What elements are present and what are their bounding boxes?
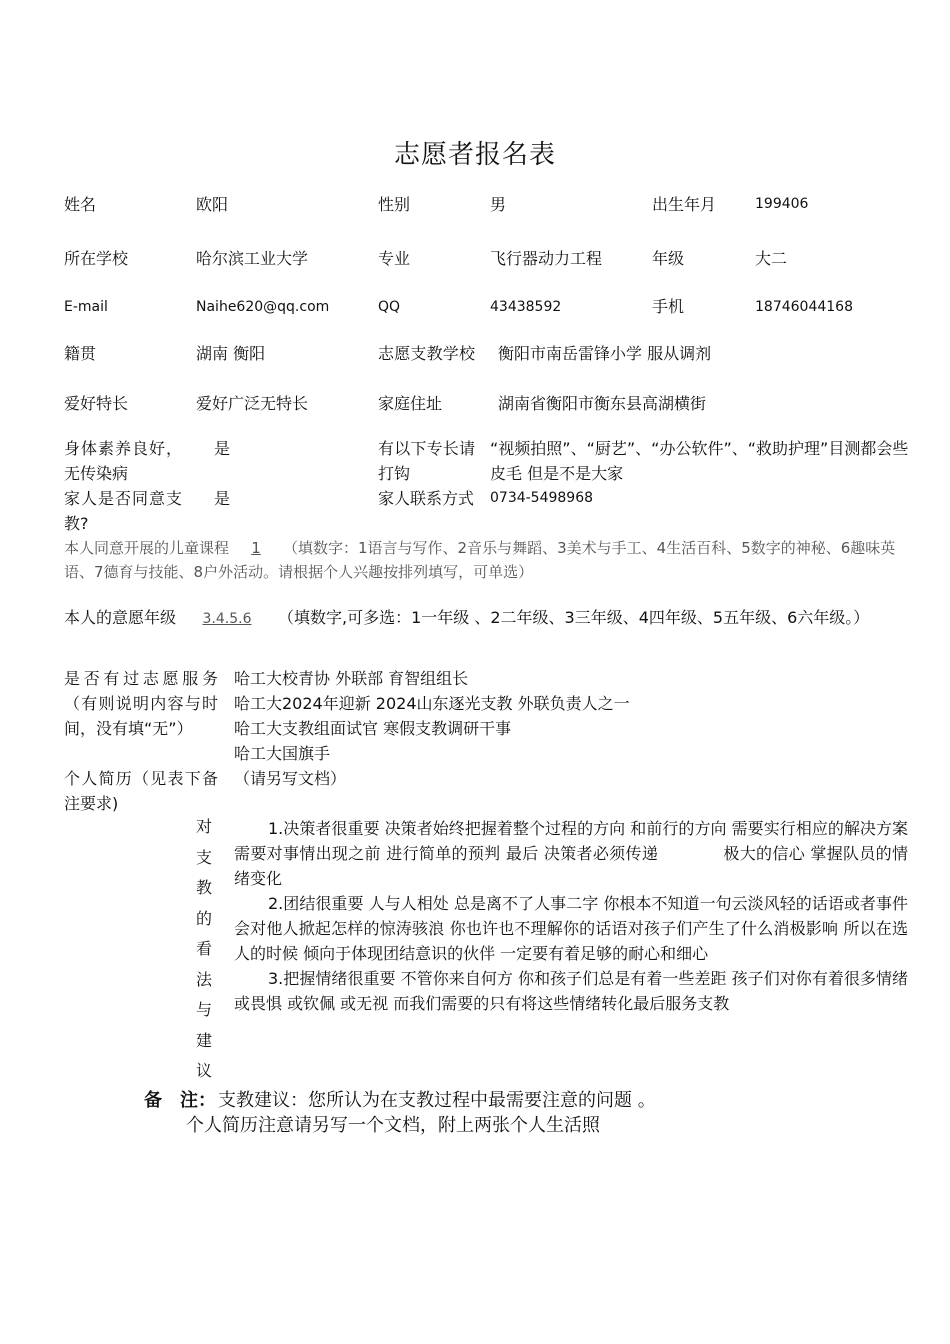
grade-pref-prefix: 本人的意愿年级: [64, 608, 177, 627]
volunteer-school-value: 衡阳市南岳雷锋小学 服从调剂: [498, 344, 712, 363]
remarks-text-1: 支教建议：您所认为在支教过程中最需要注意的问题 。: [218, 1090, 656, 1111]
skills-value: “视频拍照”、“厨艺”、“办公软件”、“救助护理”目测都会些皮毛 但是不是大家: [490, 439, 909, 483]
email-value: Naihe620@qq.com: [196, 299, 330, 315]
remarks-text-2: 个人简历注意请另写一个文档，附上两张个人生活照: [186, 1115, 600, 1136]
school-label: 所在学校: [64, 249, 129, 268]
remarks-label-text: 备 注: [144, 1090, 198, 1111]
grade-label: 年级: [652, 249, 685, 268]
major-value: 飞行器动力工程: [490, 249, 603, 268]
page-title: 志愿者报名表: [393, 140, 556, 170]
views-label: 对支教的看法与建议: [196, 817, 213, 1080]
origin-label: 籍贯: [64, 344, 97, 363]
course-note: 请根据个人兴趣按排列填写，可单选）: [278, 563, 534, 581]
birth-label: 出生年月: [652, 195, 717, 214]
skills-label: 有以下专长请打钩: [378, 439, 475, 483]
volunteer-school-label: 志愿支教学校: [378, 344, 475, 363]
views-p1-text: 1.决策者很重要 决策者始终把握着整个过程的方向 和前行的方向 需要实行相应的解决方案 需要对事情出现之前 进行简单的预判 最后 决策者必须传递: [234, 819, 908, 863]
phone-value: 18746044168: [755, 299, 853, 315]
grade-pref-value: 3.4.5.6: [202, 611, 252, 627]
health-label: 身体素养良好，无传染病: [64, 439, 182, 483]
health-value: 是: [214, 439, 231, 458]
origin-value: 湖南 衡阳: [196, 344, 266, 363]
service-line-2: 哈工大2024年迎新 2024山东逐光支教 外联负责人之一: [234, 694, 630, 713]
grade-preference: [64, 605, 909, 632]
resume-value: （请另写文档）: [234, 769, 347, 788]
views-p1-tail: 极大的信心 掌握队员的情绪变化: [234, 844, 908, 888]
service-line-3: 哈工大支教组面试官 寒假支教调研干事: [234, 719, 512, 738]
views-paragraph-3: 3.把握情绪很重要 不管你来自何方 你和孩子们总是有着一些差距 孩子们对你有着很多情绪 或畏惧 或钦佩 或无视 而我们需要的只有将这些情绪转化最后服务支教: [234, 969, 908, 1013]
hobby-label: 爱好特长: [64, 394, 129, 413]
family-contact-value: 0734-5498968: [490, 490, 594, 506]
service-label: 是否有过志愿服务（有则说明内容与时间，没有填“无”）: [64, 669, 218, 738]
course-preference: [64, 536, 909, 584]
name-value: 欧阳: [196, 195, 229, 214]
hobby-value: 爱好广泛无特长: [196, 394, 309, 413]
qq-value: 43438592: [490, 299, 562, 315]
school-value: 哈尔滨工业大学: [196, 249, 309, 268]
grade-pref-desc: （填数字,可多选：1一年级 、2二年级、3三年级、4四年级、5五年级、6六年级。）: [278, 608, 870, 627]
views-paragraph-2: 2.团结很重要 人与人相处 总是离不了人事二字 你根本不知道一句云淡风轻的话语或者事件会对他人掀起怎样的惊涛骇浪 你也许也不理解你的话语对孩子们产生了什么消极影响 所以在选人的时候 倾向于体现团结意识的伙伴 一定要有着足够的耐心和细心: [234, 894, 908, 963]
gender-value: 男: [490, 195, 507, 214]
major-label: 专业: [378, 249, 411, 268]
remarks-label: 备 注：: [144, 1090, 216, 1111]
family-consent-label: 家人是否同意支教?: [64, 489, 182, 533]
course-prefix: 本人同意开展的儿童课程: [64, 539, 230, 557]
service-line-4: 哈工大国旗手: [234, 744, 331, 763]
address-label: 家庭住址: [378, 394, 443, 413]
grade-value: 大二: [755, 249, 788, 268]
email-label: E-mail: [64, 299, 108, 315]
phone-label: 手机: [652, 297, 685, 316]
service-line-1: 哈工大校青协 外联部 育智组组长: [234, 669, 469, 688]
course-value: 1: [251, 539, 261, 557]
course-desc: （填数字：1语言与写作、2音乐与舞蹈、3美术与手工、4生活百科、5数字的神秘、6趣味英语、7德育与技能、8户外活动。: [64, 539, 896, 581]
qq-label: QQ: [378, 299, 401, 315]
address-value: 湖南省衡阳市衡东县高湖横街: [498, 394, 707, 413]
name-label: 姓名: [64, 195, 97, 214]
views-paragraph-1: [234, 816, 908, 891]
family-contact-label: 家人联系方式: [378, 489, 475, 508]
family-consent-value: 是: [214, 489, 231, 508]
resume-label: 个人简历（见表下备注要求): [64, 769, 218, 813]
gender-label: 性别: [378, 195, 411, 214]
birth-value: 199406: [755, 196, 809, 212]
